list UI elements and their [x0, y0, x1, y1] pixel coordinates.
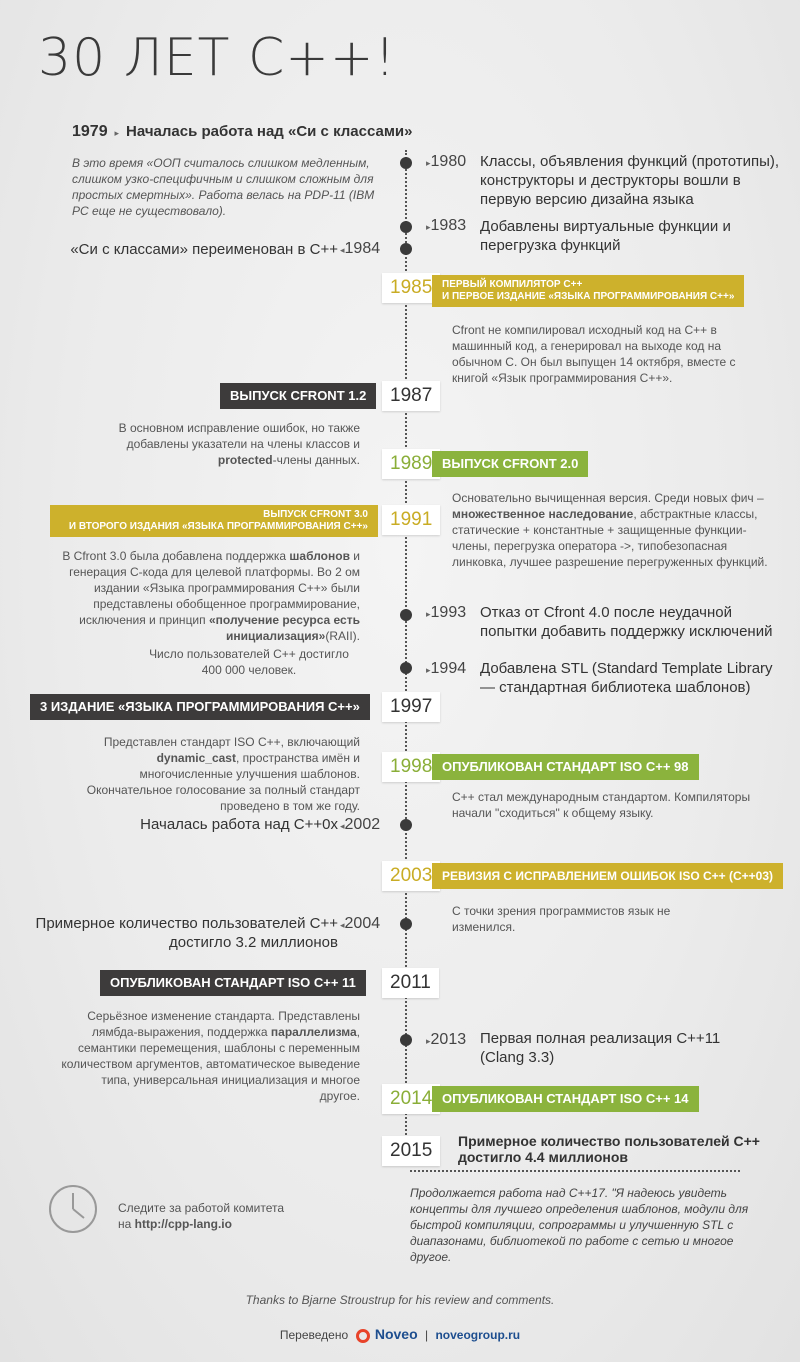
- year-badge-1991: 1991: [382, 505, 440, 535]
- event-1979-text: Началась работа над «Си с классами»: [126, 123, 413, 140]
- event-1983-text: Добавлены виртуальные функции и перегрузка функций: [480, 218, 731, 254]
- year-badge-1998: 1998: [382, 752, 440, 782]
- credits: Переведено Noveo | noveogroup.ru: [279, 1326, 521, 1342]
- timeline-dot: [400, 609, 412, 621]
- year-2002: ◂2002: [340, 816, 381, 833]
- site-link[interactable]: noveogroup.ru: [435, 1328, 521, 1342]
- note-1997: Представлен стандарт ISO C++, включающий dynamic_cast, пространства имён и многочисленные улучшения шаблонов. Окончательное голосование за полный стандарт проведено в том же году.: [86, 735, 360, 813]
- timeline-dot: [400, 1034, 412, 1046]
- banner-1998: ОПУБЛИКОВАН СТАНДАРТ ISO C++ 98: [432, 754, 699, 780]
- year-badge-1997: 1997: [382, 692, 440, 722]
- year-1993: ▸1993: [426, 604, 467, 621]
- year-badge-1989: 1989: [382, 449, 440, 479]
- banner-2014: ОПУБЛИКОВАН СТАНДАРТ ISO C++ 14: [432, 1086, 699, 1112]
- timeline-dot: [400, 662, 412, 674]
- arrow-icon: ▸: [112, 128, 122, 138]
- event-1980-text: Классы, объявления функций (прототипы), конструкторы и деструкторы вошли в первую версию дизайна языка: [480, 153, 780, 208]
- event-1993-text: Отказ от Cfront 4.0 после неудачной попытки добавить поддержку исключений: [480, 604, 773, 640]
- year-badge-2015: 2015: [382, 1136, 440, 1166]
- note-1991: В Cfront 3.0 была добавлена поддержка шаблонов и генерация С-кода для целевой платформы. Во 2 ом издании «Языка программирования C++» были представлены обобщенное программирование, исключения и принцип «получение ресурса есть инициализация»(RAII).: [62, 549, 360, 643]
- event-2015-text: Примерное количество пользователей C++ достигло 4.4 миллионов: [458, 1133, 760, 1165]
- year-badge-2011: 2011: [382, 968, 439, 998]
- year-1980: ▸1980: [426, 153, 467, 170]
- note-2011: Серьёзное изменение стандарта. Представлены лямбда-выражения, поддержка параллелизма, семантики перемещения, шаблоны с переменным количеством аргументов, автоматическое выведение типа, универсальная инициализация и многое другое.: [61, 1009, 360, 1103]
- year-2013: ▸2013: [426, 1031, 467, 1048]
- year-badge-2003: 2003: [382, 861, 440, 891]
- banner-2011: ОПУБЛИКОВАН СТАНДАРТ ISO C++ 11: [100, 970, 366, 996]
- clock-icon: [48, 1184, 98, 1234]
- timeline-dot: [400, 918, 412, 930]
- note-1979: В это время «ООП считалось слишком медленным, слишком узко-специфичным и слишком сложным для простых смертных». Работа велась на PDP-11 (IBM PC еще не существовало).: [72, 156, 375, 218]
- event-2002-text: Началась работа над C++0x: [140, 816, 338, 833]
- banner-1991: ВЫПУСК CFRONT 3.0 И ВТОРОГО ИЗДАНИЯ «ЯЗЫКА ПРОГРАММИРОВАНИЯ С++»: [50, 505, 378, 537]
- event-1984-text: «Си с классами» переименован в C++: [70, 241, 338, 258]
- banner-2003: РЕВИЗИЯ С ИСПРАВЛЕНИЕМ ОШИБОК ISO C++ (C++03): [432, 863, 783, 889]
- page-title: 30 ЛЕТ С++!: [38, 28, 397, 88]
- timeline-dot: [400, 819, 412, 831]
- event-1994-text: Добавлена STL (Standard Template Library — стандартная библиотека шаблонов): [480, 660, 773, 696]
- year-1979: 1979: [72, 123, 108, 140]
- note-1991-users: Число пользователей C++ достигло 400 000 человек.: [149, 647, 349, 677]
- event-2013-text: Первая полная реализация C++11 (Clang 3.3): [480, 1030, 721, 1066]
- committee-link[interactable]: http://cpp-lang.io: [134, 1217, 232, 1231]
- event-2004-text: Примерное количество пользователей C++ достигло 3.2 миллионов: [35, 915, 338, 951]
- noveo-logo-icon: [356, 1329, 370, 1343]
- banner-1989: ВЫПУСК CFRONT 2.0: [432, 451, 588, 477]
- year-badge-1985: 1985: [382, 273, 440, 303]
- translated-label: Переведено: [279, 1328, 349, 1342]
- note-1985: Cfront не компилировал исходный код на C++ в машинный код, а генерировал на выходе код на обычном C. Он был выпущен 14 октября, вместе с книгой «Язык программирования C++».: [452, 323, 736, 385]
- timeline-dot: [400, 157, 412, 169]
- year-1984: ◂1984: [340, 240, 381, 257]
- year-badge-1987: 1987: [382, 381, 440, 411]
- thanks-note: Thanks to Bjarne Stroustrup for his review and comments.: [245, 1293, 555, 1307]
- future-divider: [410, 1170, 740, 1172]
- year-1983: ▸1983: [426, 217, 467, 234]
- year-1994: ▸1994: [426, 660, 467, 677]
- year-badge-2014: 2014: [382, 1084, 440, 1114]
- future-note: Продолжается работа над C++17. "Я надеюсь увидеть концепты для лучшего определения шаблонов, модули для быстрой компиляции, сопрограммы и улучшенную STL с диапазонами, библиотекой по работе с сетью и многое другое.: [410, 1186, 749, 1264]
- year-2004: ◂2004: [340, 915, 381, 932]
- timeline-dot: [400, 243, 412, 255]
- banner-1985: ПЕРВЫЙ КОМПИЛЯТОР С++ И ПЕРВОЕ ИЗДАНИЕ «ЯЗЫКА ПРОГРАММИРОВАНИЯ С++»: [432, 275, 744, 307]
- banner-1997: 3 ИЗДАНИЕ «ЯЗЫКА ПРОГРАММИРОВАНИЯ С++»: [30, 694, 370, 720]
- note-1989: Основательно вычищенная версия. Среди новых фич – множественное наследование, абстрактные классы, статические + константные + защищенные функции-члены, перегрузка оператора ->, типобезопасная линковка, лучшее разрешение перегруженных функций.: [452, 491, 768, 569]
- event-1979: [72, 123, 413, 141]
- timeline-dot: [400, 221, 412, 233]
- note-1998: C++ стал международным стандартом. Компиляторы начали "сходиться" к общему языку.: [452, 790, 751, 820]
- note-1987: В основном исправление ошибок, но также добавлены указатели на члены классов и protected-члены данных.: [118, 421, 360, 467]
- committee-note: Следите за работой комитета на http://cpp-lang.io: [118, 1201, 285, 1231]
- note-2003: С точки зрения программистов язык не изменился.: [452, 904, 671, 934]
- brand-name: Noveo: [374, 1326, 418, 1342]
- banner-1987: ВЫПУСК CFRONT 1.2: [220, 383, 376, 409]
